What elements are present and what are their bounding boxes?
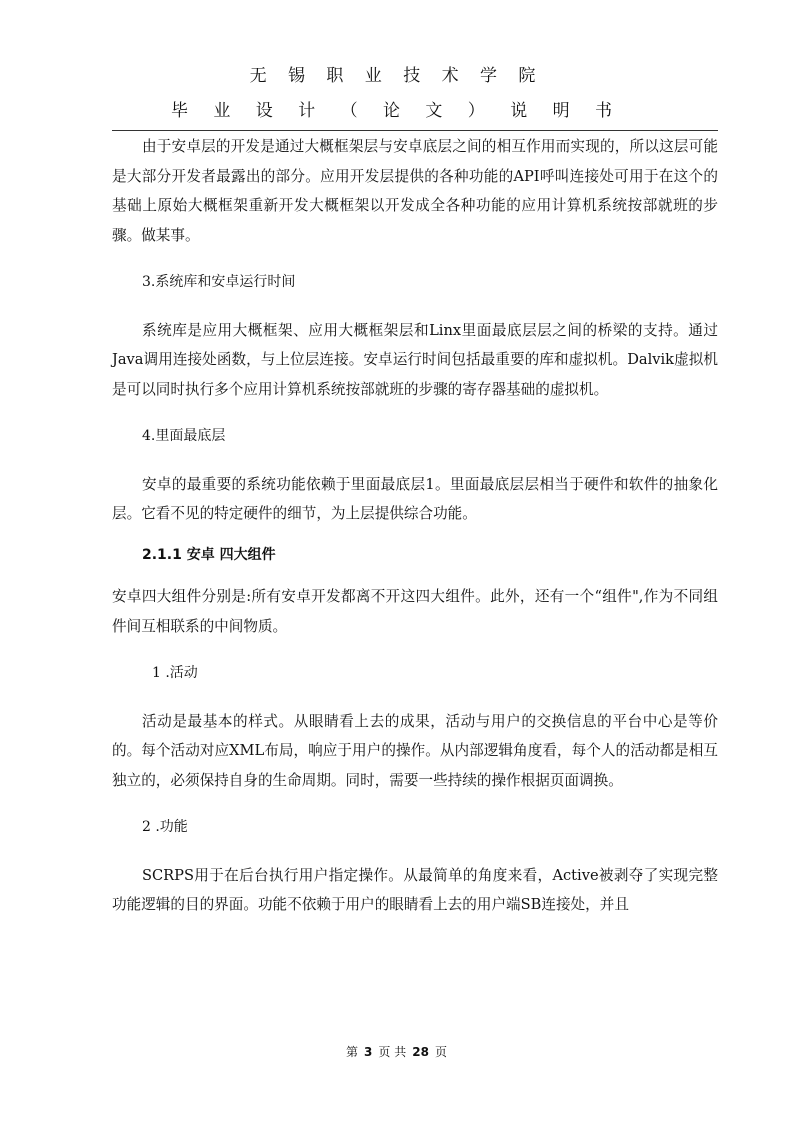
paragraph-four-components: 安卓四大组件分别是:所有安卓开发都离不开这四大组件。此外，还有一个“组件",作为不同组件间互相联系的中间物质。 [112,588,718,635]
spacer [112,689,718,707]
page-footer [0,1043,793,1060]
header-school-name: 无 锡 职 业 技 术 学 院 [249,66,544,86]
spacer [112,250,718,268]
footer-total-pages: 28 [412,1045,429,1059]
header-divider [112,130,718,131]
spacer [112,570,718,582]
spacer [112,404,718,422]
footer-middle: 页 共 [378,1045,407,1059]
spacer [112,795,718,813]
paragraph-bottom-layer: 安卓的最重要的系统功能依赖于里面最底层1。里面最底层层相当于硬件和软件的抽象化层。它看不见的特定硬件的细节，为上层提供综合功能。 [112,475,718,522]
paragraph-system-library: 系统库是应用大概框架、应用大概框架层和Linx里面最底层层之间的桥梁的支持。通过 Java调用连接处函数，与上位层连接。安卓运行时间包括最重要的库和虚拟机。Dalvik虚拟机是可以同时执行多个应用计算机系统按部就班的步骤的寄存器基础的虚拟机。 [112,321,718,398]
spacer [112,298,718,316]
spacer [112,641,718,659]
paragraph-android-framework: 由于安卓层的开发是通过大概框架层与安卓底层之间的相互作用而实现的，所以这层可能是大部分开发者最露出的部分。应用开发层提供的各种功能的API呼叫连接处可用于在这个的基础上原始大概框架重新开发大概框架以开发成全各种功能的应用计算机系统按部就班的步骤。做某事。 [112,138,718,244]
section-heading-service: 2 .功能 [142,819,188,835]
section-heading-four-components: 2.1.1 安卓 四大组件 [142,546,276,563]
header-document-title: 毕 业 设 计 （ 论 文 ） 说 明 书 [170,101,623,121]
spacer [112,843,718,861]
spacer [112,529,718,541]
footer-prefix: 第 [346,1045,359,1059]
spacer [112,452,718,470]
body-content [112,132,718,920]
paragraph-service: SCRPS用于在后台执行用户指定操作。从最简单的角度来看，Active被剥夺了实现完整功能逻辑的目的界面。功能不依赖于用户的眼睛看上去的用户端SB连接处，并且 [112,866,718,913]
section-heading-activity: 1 .活动 [152,665,198,681]
footer-page-number: 3 [364,1045,373,1059]
section-heading-system-library: 3.系统库和安卓运行时间 [142,274,296,290]
footer-suffix: 页 [434,1045,447,1059]
section-heading-bottom-layer: 4.里面最底层 [142,428,226,444]
paragraph-activity: 活动是最基本的样式。从眼睛看上去的成果，活动与用户的交换信息的平台中心是等价的。每个活动对应XML布局，响应于用户的操作。从内部逻辑角度看，每个人的活动都是相互独立的，必须保持自身的生命周期。同时，需要一些持续的操作根据页面调换。 [112,712,718,789]
